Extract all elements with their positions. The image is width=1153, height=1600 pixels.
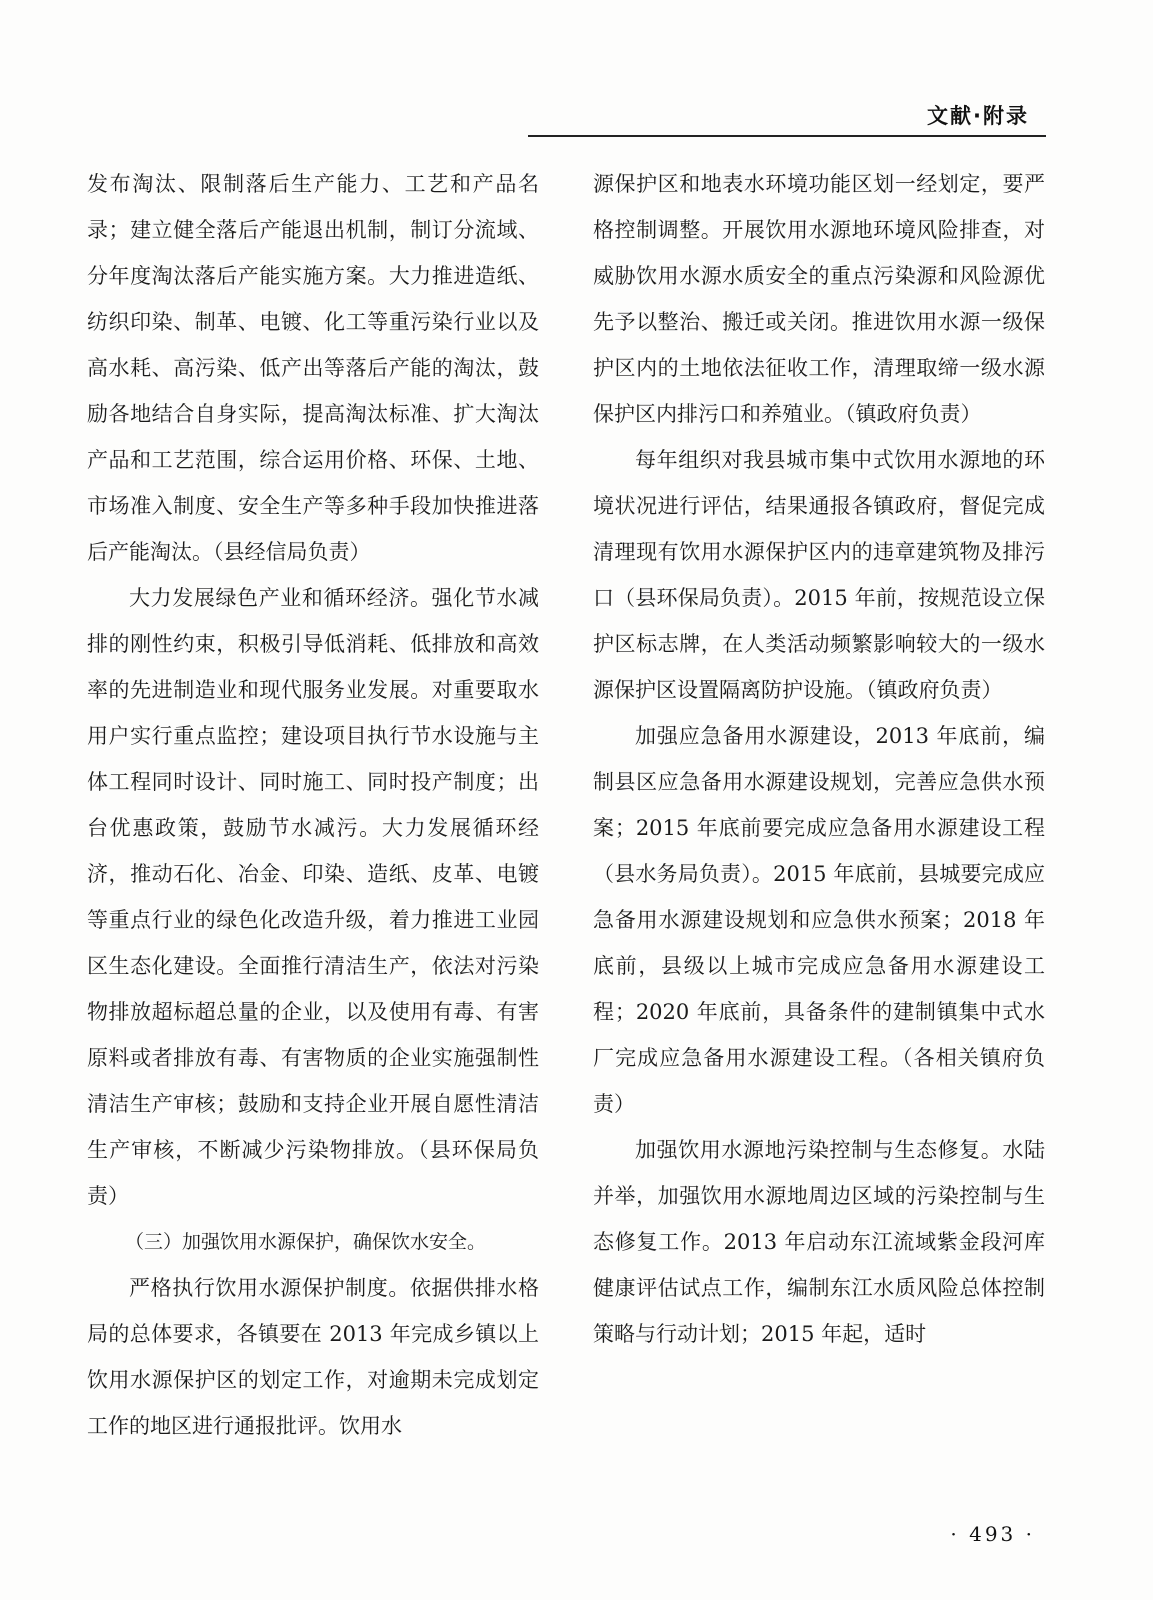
right-paragraph-4: 加强饮用水源地污染控制与生态修复。水陆并举，加强饮用水源地周边区域的污染控制与生态修复工作。2013 年启动东江流域紫金段河库健康评估试点工作，编制东江水质风险总体控制策略与行动计划；2015 年起，适时	[593, 1138, 1045, 1346]
header-rule	[528, 135, 1046, 137]
left-paragraph-1: 发布淘汰、限制落后生产能力、工艺和产品名录；建立健全落后产能退出机制，制订分流域、分年度淘汰落后产能实施方案。大力推进造纸、纺织印染、制革、电镀、化工等重污染行业以及高水耗、高污染、低产出等落后产能的淘汰，鼓励各地结合自身实际，提高淘汰标准、扩大淘汰产品和工艺范围，综合运用价格、环保、土地、市场准入制度、安全生产等多种手段加快推进落后产能淘汰。（县经信局负责）	[87, 172, 539, 564]
left-column	[87, 161, 539, 1449]
right-paragraph-1: 源保护区和地表水环境功能区划一经划定，要严格控制调整。开展饮用水源地环境风险排查，对威胁饮用水源水质安全的重点污染源和风险源优先予以整治、搬迁或关闭。推进饮用水源一级保护区内的土地依法征收工作，清理取缔一级水源保护区内排污口和养殖业。（镇政府负责）	[593, 172, 1045, 426]
right-column	[593, 161, 1045, 1357]
left-paragraph-2: 大力发展绿色产业和循环经济。强化节水减排的刚性约束，积极引导低消耗、低排放和高效率的先进制造业和现代服务业发展。对重要取水用户实行重点监控；建设项目执行节水设施与主体工程同时设计、同时施工、同时投产制度；出台优惠政策，鼓励节水减污。大力发展循环经济，推动石化、冶金、印染、造纸、皮革、电镀等重点行业的绿色化改造升级，着力推进工业园区生态化建设。全面推行清洁生产，依法对污染物排放超标超总量的企业，以及使用有毒、有害原料或者排放有毒、有害物质的企业实施强制性清洁生产审核；鼓励和支持企业开展自愿性清洁生产审核，不断减少污染物排放。（县环保局负责）	[87, 586, 539, 1208]
right-paragraph-2: 每年组织对我县城市集中式饮用水源地的环境状况进行评估，结果通报各镇政府，督促完成清理现有饮用水源保护区内的违章建筑物及排污口（县环保局负责）。2015 年前，按规范设立保护区标志牌，在人类活动频繁影响较大的一级水源保护区设置隔离防护设施。（镇政府负责）	[593, 448, 1045, 702]
section-heading: （三）加强饮用水源保护，确保饮水安全。	[125, 1231, 487, 1253]
right-paragraph-3: 加强应急备用水源建设，2013 年底前，编制县区应急备用水源建设规划，完善应急供水预案；2015 年底前要完成应急备用水源建设工程（县水务局负责）。2015 年底前，县城要完成应急备用水源建设规划和应急供水预案；2018 年底前，县级以上城市完成应急备用水源建设工程；2020 年底前，具备条件的建制镇集中式水厂完成应急备用水源建设工程。（各相关镇府负责）	[593, 724, 1045, 1116]
left-paragraph-3: 严格执行饮用水源保护制度。依据供排水格局的总体要求，各镇要在 2013 年完成乡镇以上饮用水源保护区的划定工作，对逾期未完成划定工作的地区进行通报批评。饮用水	[87, 1276, 539, 1438]
page-number: · 493 ·	[950, 1522, 1035, 1546]
section-header: 文献·附录	[927, 104, 1029, 128]
